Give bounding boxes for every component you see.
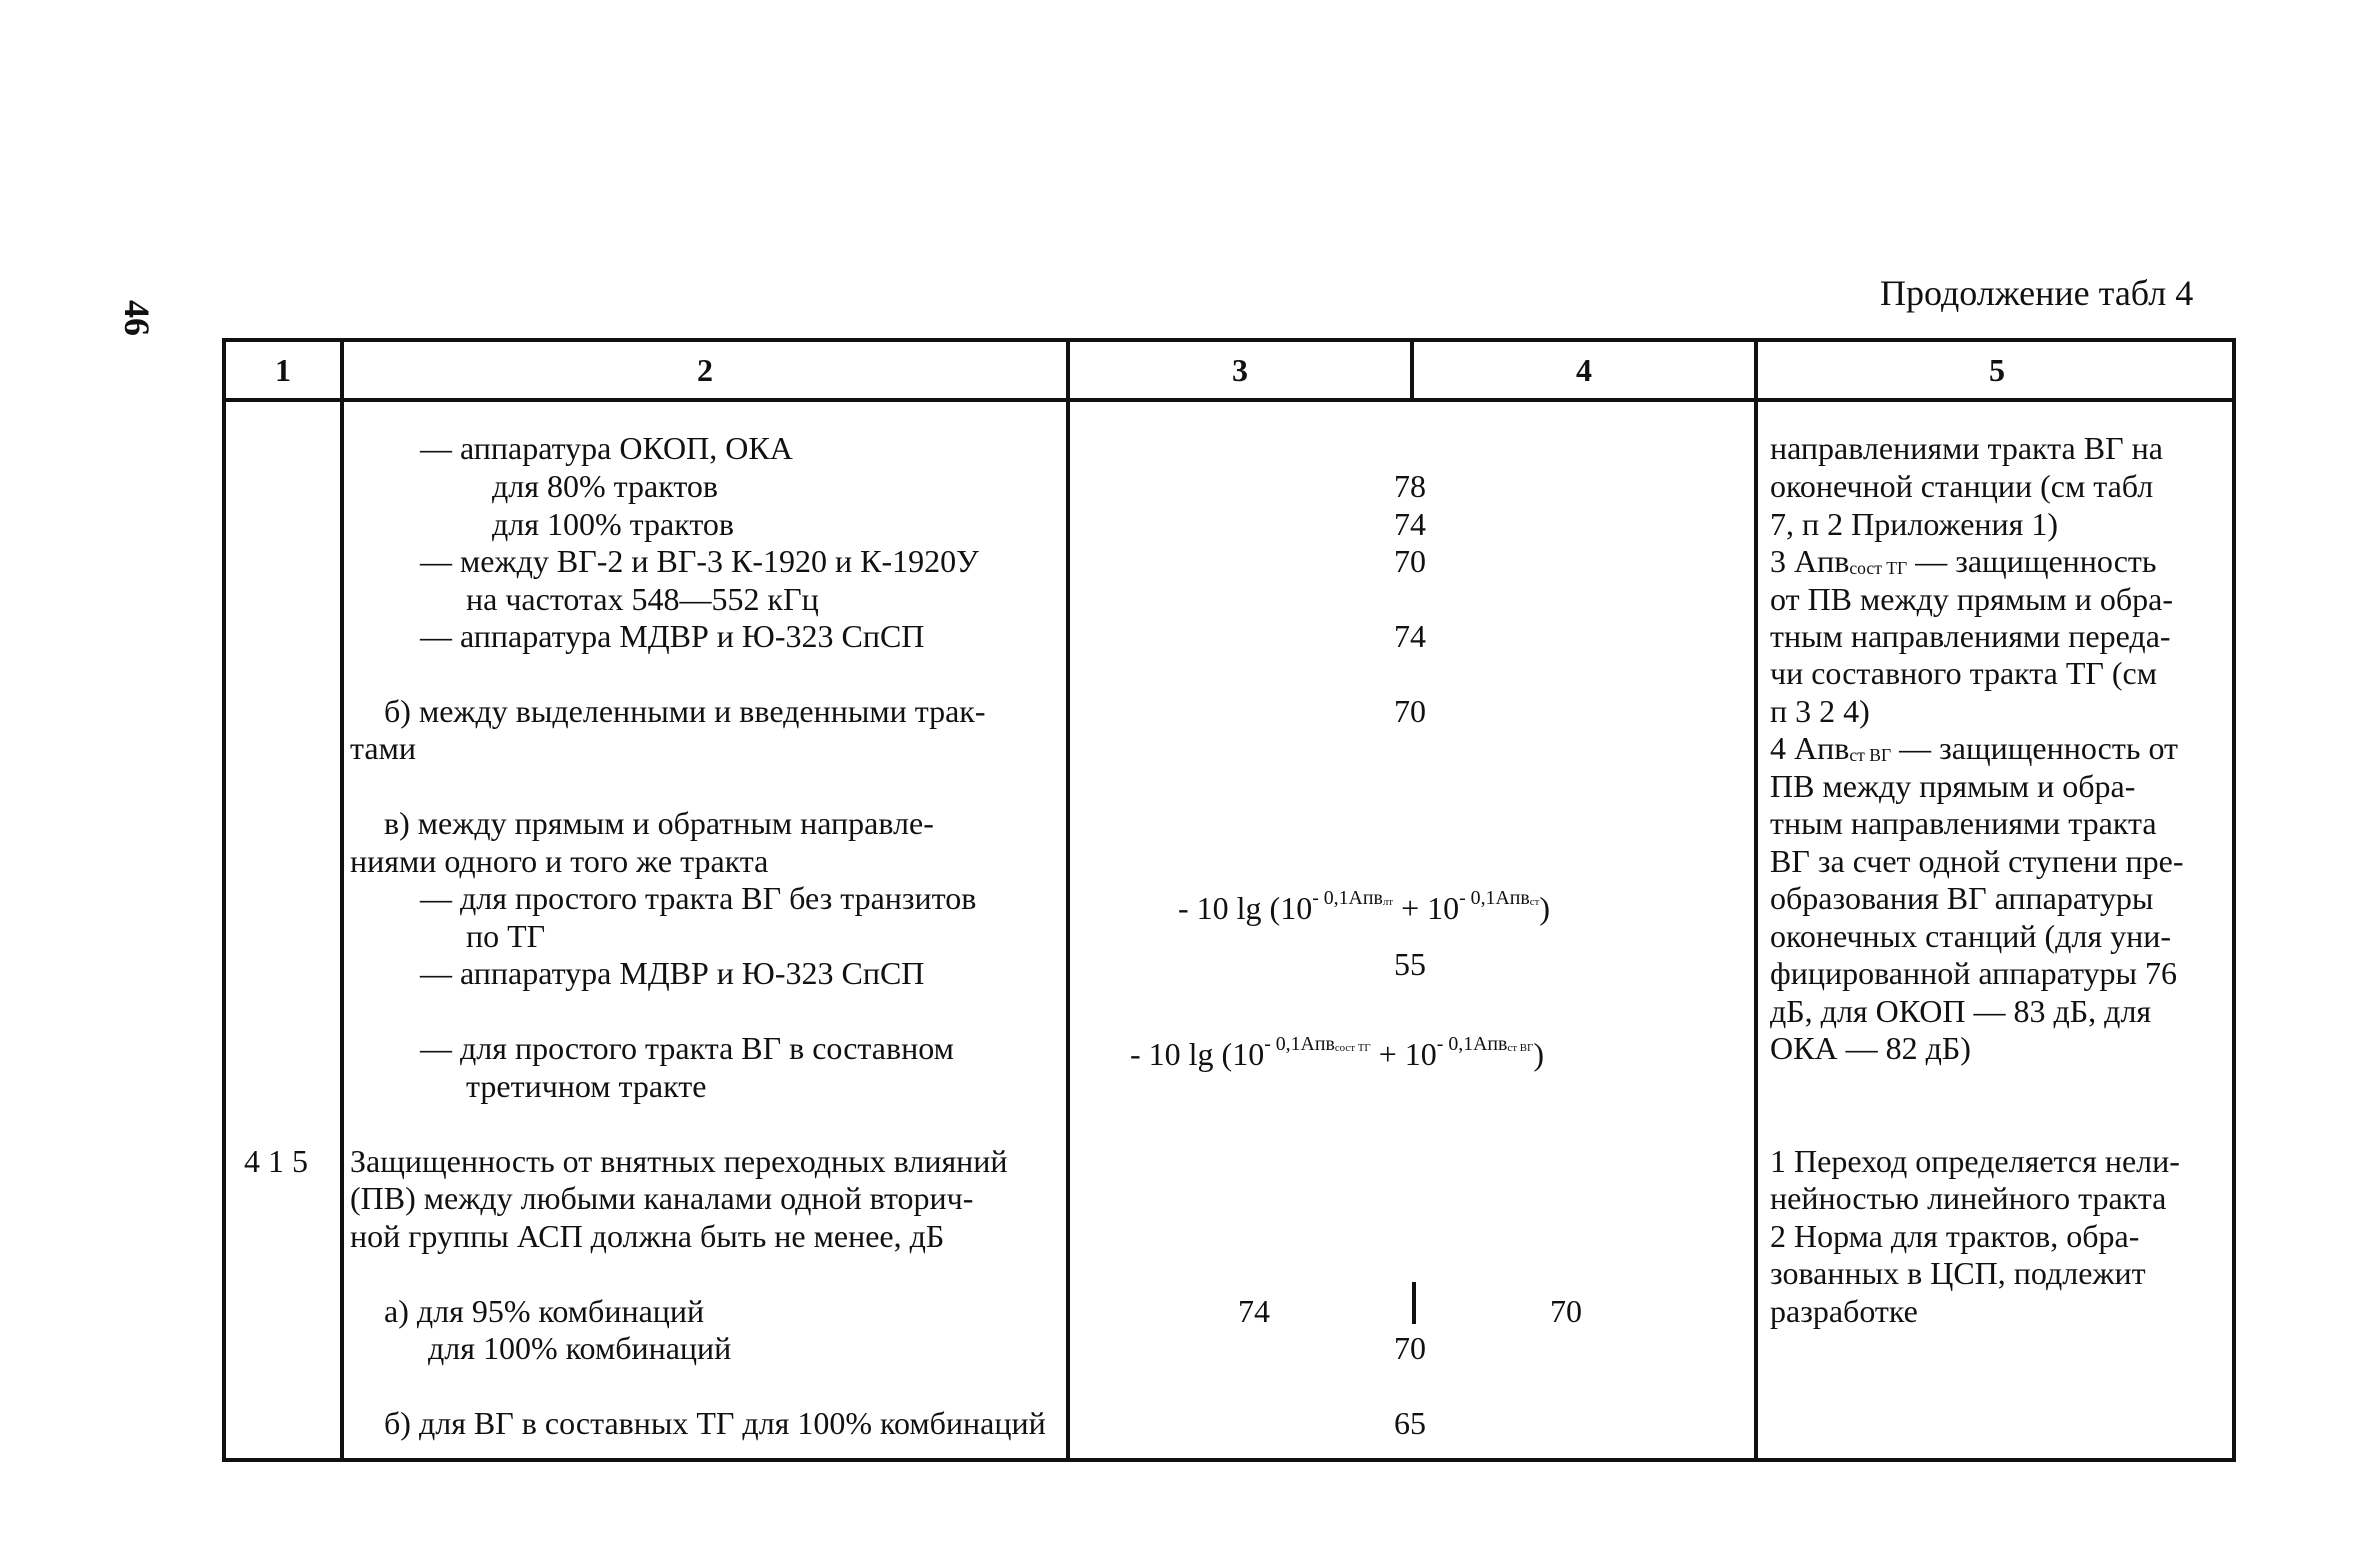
col-divider-4 (1754, 338, 1758, 1462)
row-text: тами (350, 730, 416, 766)
note-text: фицированной аппаратуры 76 (1770, 955, 2178, 991)
note-3-lead: 3 Апв (1770, 543, 1850, 579)
note-text: дБ, для ОКОП — 83 дБ, для (1770, 993, 2152, 1029)
formula-1-exp2: - 0,1Апв (1459, 887, 1530, 909)
note-text: п 3 2 4) (1770, 693, 1870, 729)
note-4-tail: — защищенность от (1891, 730, 2178, 766)
value: 78 (1394, 468, 1426, 504)
header-col-1: 1 (275, 352, 291, 388)
note-text: зованных в ЦСП, подлежит (1770, 1255, 2146, 1291)
note-3-tail: — защищенность (1907, 543, 2157, 579)
note-text: ОКА — 82 дБ) (1770, 1030, 1971, 1066)
table-continuation-heading: Продолжение табл 4 (1880, 273, 2194, 313)
value: 65 (1394, 1405, 1426, 1441)
note-text: нейностью линейного тракта (1770, 1180, 2167, 1216)
value: 74 (1394, 618, 1426, 654)
row-text: ниями одного и того же тракта (350, 843, 769, 879)
formula-2-sub2: ст ВГ (1507, 1042, 1534, 1055)
formula-2-exp1: - 0,1Апв (1264, 1033, 1335, 1055)
formula-1-tail: ) (1539, 889, 1551, 926)
page-number: 46 (117, 300, 157, 336)
row-text: для 100% трактов (492, 506, 734, 542)
formula-2-mid: + 10 (1370, 1035, 1437, 1072)
row-text: ной группы АСП должна быть не менее, дБ (350, 1218, 945, 1254)
formula-1-lead: - 10 lg (10 (1178, 889, 1313, 926)
header-col-2: 2 (697, 352, 713, 388)
formula-2-exp2: - 0,1Апв (1436, 1033, 1508, 1055)
note-3-sub: сост ТГ (1849, 557, 1908, 578)
formula-2-lead: - 10 lg (10 (1130, 1035, 1265, 1072)
value-col3: 74 (1238, 1293, 1270, 1329)
note-text: тным направлениями тракта (1770, 805, 2157, 841)
header-col-3: 3 (1232, 352, 1248, 388)
formula-1 (1178, 880, 1550, 927)
item-number: 4 1 5 (244, 1143, 308, 1179)
col-divider-2 (1066, 338, 1070, 1462)
row-text: б) между выделенными и введенными трак- (384, 693, 986, 729)
formula-2 (1130, 1026, 1544, 1073)
formula-1-exp1: - 0,1Апв (1312, 887, 1383, 909)
formula-1-sub2: ст (1529, 896, 1540, 909)
formula-1-mid: + 10 (1393, 889, 1460, 926)
value-col4: 70 (1550, 1293, 1582, 1329)
note-text: ПВ между прямым и обра- (1770, 768, 2136, 804)
note-text: оконечной станции (см табл (1770, 468, 2154, 504)
note-text: 7, п 2 Приложения 1) (1770, 506, 2059, 542)
note-text: 2 Норма для трактов, обра- (1770, 1218, 2140, 1254)
row-text: Защищенность от внятных переходных влияний (350, 1143, 1008, 1179)
note-text: ВГ за счет одной ступени пре- (1770, 843, 2184, 879)
note-text: образования ВГ аппаратуры (1770, 880, 2154, 916)
col-divider-1 (340, 338, 344, 1462)
row-text: на частотах 548—552 кГц (466, 581, 819, 617)
note-text: направлениями тракта ВГ на (1770, 430, 2163, 466)
note-text: разработке (1770, 1293, 1918, 1329)
note-text: чи составного тракта ТГ (см (1770, 655, 2157, 691)
formula-2-sub1: сост ТГ (1334, 1042, 1371, 1055)
row-text: — аппаратура МДВР и Ю-323 СпСП (420, 618, 925, 654)
note-text: тным направлениями переда- (1770, 618, 2171, 654)
formula-1-sub1: лт (1382, 896, 1394, 909)
row-text: для 100% комбинаций (428, 1330, 732, 1366)
note-4-lead: 4 Апв (1770, 730, 1850, 766)
header-col-4: 4 (1576, 352, 1592, 388)
value: 70 (1394, 693, 1426, 729)
note-text: от ПВ между прямым и обра- (1770, 581, 2173, 617)
row-text: для 80% трактов (492, 468, 718, 504)
row-text: — для простого тракта ВГ в составном (420, 1030, 954, 1066)
value: 70 (1394, 1330, 1426, 1366)
row-text: — аппаратура ОКОП, ОКА (420, 430, 793, 466)
row-text: а) для 95% комбинаций (384, 1293, 705, 1329)
header-divider (222, 398, 2236, 402)
note-text: 1 Переход определяется нели- (1770, 1143, 2180, 1179)
row-text: — для простого тракта ВГ без транзитов (420, 880, 977, 916)
value: 74 (1394, 506, 1426, 542)
row-text: в) между прямым и обратным направле- (384, 805, 934, 841)
row-text: (ПВ) между любыми каналами одной вторич- (350, 1180, 974, 1216)
header-col-5: 5 (1989, 352, 2005, 388)
row-text: — между ВГ-2 и ВГ-3 К-1920 и К-1920У (420, 543, 979, 579)
row-text: — аппаратура МДВР и Ю-323 СпСП (420, 955, 925, 991)
col-divider-fragment (1412, 1282, 1416, 1324)
row-text: б) для ВГ в составных ТГ для 100% комбинаций (384, 1405, 1046, 1441)
row-text: по ТГ (466, 918, 546, 954)
formula-2-tail: ) (1533, 1035, 1544, 1072)
value: 55 (1394, 946, 1426, 982)
row-text: третичном тракте (466, 1068, 707, 1104)
note-text: оконечных станций (для уни- (1770, 918, 2171, 954)
value: 70 (1394, 543, 1426, 579)
note-4-sub: ст ВГ (1849, 744, 1892, 765)
